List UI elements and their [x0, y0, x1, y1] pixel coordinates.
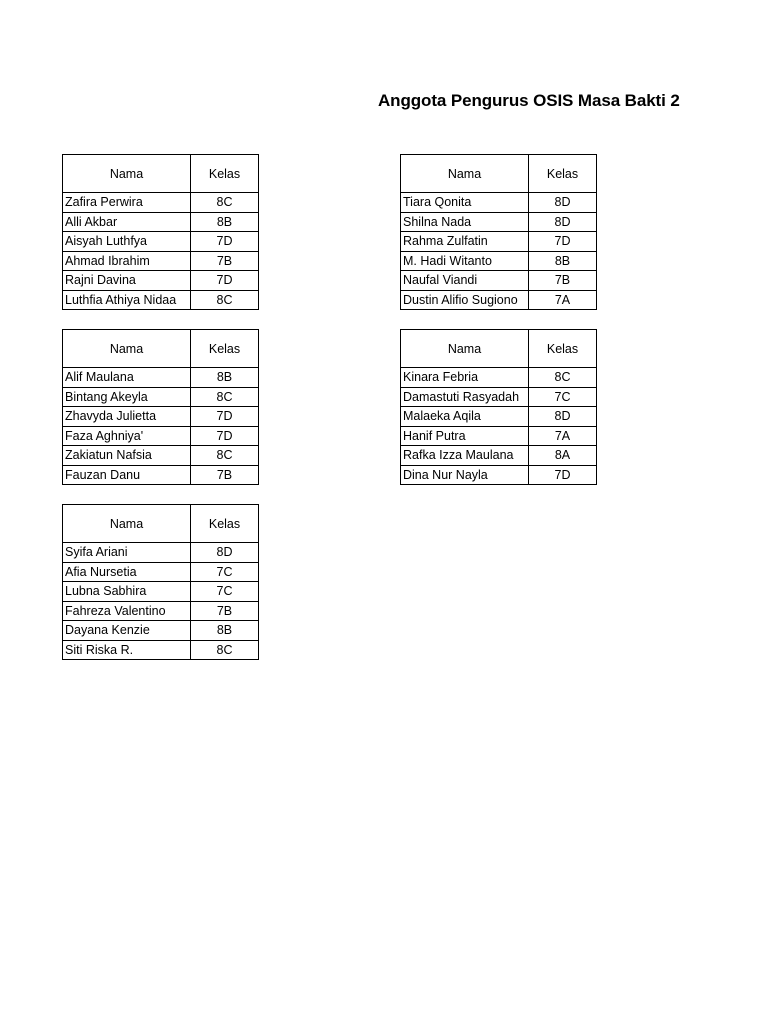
table-row	[63, 640, 259, 660]
cell-nama: M. Hadi Witanto	[401, 251, 529, 271]
column-header-kelas: Kelas	[529, 155, 597, 193]
cell-nama: Alif Maulana	[63, 368, 191, 388]
table-row	[401, 426, 597, 446]
roster-table	[62, 504, 259, 660]
cell-kelas: 7C	[191, 582, 259, 602]
cell-kelas: 7B	[191, 601, 259, 621]
cell-kelas: 7A	[529, 426, 597, 446]
column-header-nama: Nama	[401, 155, 529, 193]
table-row	[63, 601, 259, 621]
cell-nama: Rahma Zulfatin	[401, 232, 529, 252]
table-row	[63, 251, 259, 271]
table-row	[63, 543, 259, 563]
cell-kelas: 7B	[529, 271, 597, 291]
cell-kelas: 8C	[191, 290, 259, 310]
cell-nama: Dina Nur Nayla	[401, 465, 529, 485]
table-header-row	[401, 155, 597, 193]
cell-nama: Zafira Perwira	[63, 193, 191, 213]
table-row	[63, 290, 259, 310]
table-row	[401, 193, 597, 213]
cell-kelas: 8B	[191, 368, 259, 388]
cell-nama: Tiara Qonita	[401, 193, 529, 213]
table-row	[63, 562, 259, 582]
table-row	[401, 212, 597, 232]
cell-kelas: 8C	[191, 446, 259, 466]
table-row	[401, 407, 597, 427]
roster-table	[62, 154, 259, 310]
column-header-kelas: Kelas	[191, 505, 259, 543]
table-row	[401, 446, 597, 466]
column-header-kelas: Kelas	[529, 330, 597, 368]
cell-nama: Dayana Kenzie	[63, 621, 191, 641]
roster-table	[400, 154, 597, 310]
cell-kelas: 7D	[529, 232, 597, 252]
cell-nama: Hanif Putra	[401, 426, 529, 446]
table-row	[401, 251, 597, 271]
roster-table	[400, 329, 597, 485]
cell-nama: Lubna Sabhira	[63, 582, 191, 602]
cell-kelas: 7A	[529, 290, 597, 310]
table-row	[63, 582, 259, 602]
table-row	[63, 232, 259, 252]
cell-nama: Aisyah Luthfya	[63, 232, 191, 252]
cell-kelas: 8C	[191, 640, 259, 660]
cell-nama: Kinara Febria	[401, 368, 529, 388]
cell-nama: Bintang Akeyla	[63, 387, 191, 407]
cell-kelas: 7D	[191, 271, 259, 291]
table-row	[63, 446, 259, 466]
table-row	[401, 465, 597, 485]
cell-kelas: 8D	[529, 407, 597, 427]
table-header-row	[401, 330, 597, 368]
table-header-row	[63, 505, 259, 543]
cell-kelas: 8D	[529, 212, 597, 232]
cell-nama: Alli Akbar	[63, 212, 191, 232]
roster-table	[62, 329, 259, 485]
cell-nama: Luthfia Athiya Nidaa	[63, 290, 191, 310]
cell-nama: Syifa Ariani	[63, 543, 191, 563]
cell-kelas: 8B	[529, 251, 597, 271]
cell-kelas: 8A	[529, 446, 597, 466]
cell-kelas: 8B	[191, 621, 259, 641]
page-title: Anggota Pengurus OSIS Masa Bakti 2	[378, 91, 680, 110]
cell-kelas: 7D	[529, 465, 597, 485]
cell-nama: Fauzan Danu	[63, 465, 191, 485]
cell-kelas: 7D	[191, 407, 259, 427]
cell-kelas: 8B	[191, 212, 259, 232]
cell-nama: Rajni Davina	[63, 271, 191, 291]
table-header-row	[63, 330, 259, 368]
cell-kelas: 8C	[191, 387, 259, 407]
table-row	[401, 387, 597, 407]
cell-nama: Zakiatun Nafsia	[63, 446, 191, 466]
table-header-row	[63, 155, 259, 193]
table-row	[63, 465, 259, 485]
cell-nama: Fahreza Valentino	[63, 601, 191, 621]
cell-nama: Naufal Viandi	[401, 271, 529, 291]
table-row	[63, 621, 259, 641]
cell-nama: Dustin Alifio Sugiono	[401, 290, 529, 310]
table-row	[63, 387, 259, 407]
cell-kelas: 8C	[529, 368, 597, 388]
table-row	[63, 212, 259, 232]
cell-kelas: 8D	[191, 543, 259, 563]
column-header-nama: Nama	[63, 505, 191, 543]
column-header-nama: Nama	[63, 330, 191, 368]
cell-kelas: 7B	[191, 251, 259, 271]
cell-kelas: 7C	[529, 387, 597, 407]
cell-kelas: 7D	[191, 426, 259, 446]
table-row	[63, 368, 259, 388]
cell-nama: Damastuti Rasyadah	[401, 387, 529, 407]
table-row	[63, 193, 259, 213]
table-row	[401, 368, 597, 388]
cell-nama: Faza Aghniya'	[63, 426, 191, 446]
column-header-nama: Nama	[401, 330, 529, 368]
table-row	[401, 271, 597, 291]
column-header-kelas: Kelas	[191, 155, 259, 193]
column-header-kelas: Kelas	[191, 330, 259, 368]
cell-nama: Siti Riska R.	[63, 640, 191, 660]
cell-nama: Rafka Izza Maulana	[401, 446, 529, 466]
cell-kelas: 7C	[191, 562, 259, 582]
cell-nama: Shilna Nada	[401, 212, 529, 232]
table-row	[401, 232, 597, 252]
cell-nama: Malaeka Aqila	[401, 407, 529, 427]
table-row	[63, 271, 259, 291]
cell-nama: Afia Nursetia	[63, 562, 191, 582]
cell-nama: Zhavyda Julietta	[63, 407, 191, 427]
cell-kelas: 7D	[191, 232, 259, 252]
cell-nama: Ahmad Ibrahim	[63, 251, 191, 271]
cell-kelas: 7B	[191, 465, 259, 485]
column-header-nama: Nama	[63, 155, 191, 193]
table-row	[401, 290, 597, 310]
cell-kelas: 8C	[191, 193, 259, 213]
table-row	[63, 407, 259, 427]
cell-kelas: 8D	[529, 193, 597, 213]
table-row	[63, 426, 259, 446]
